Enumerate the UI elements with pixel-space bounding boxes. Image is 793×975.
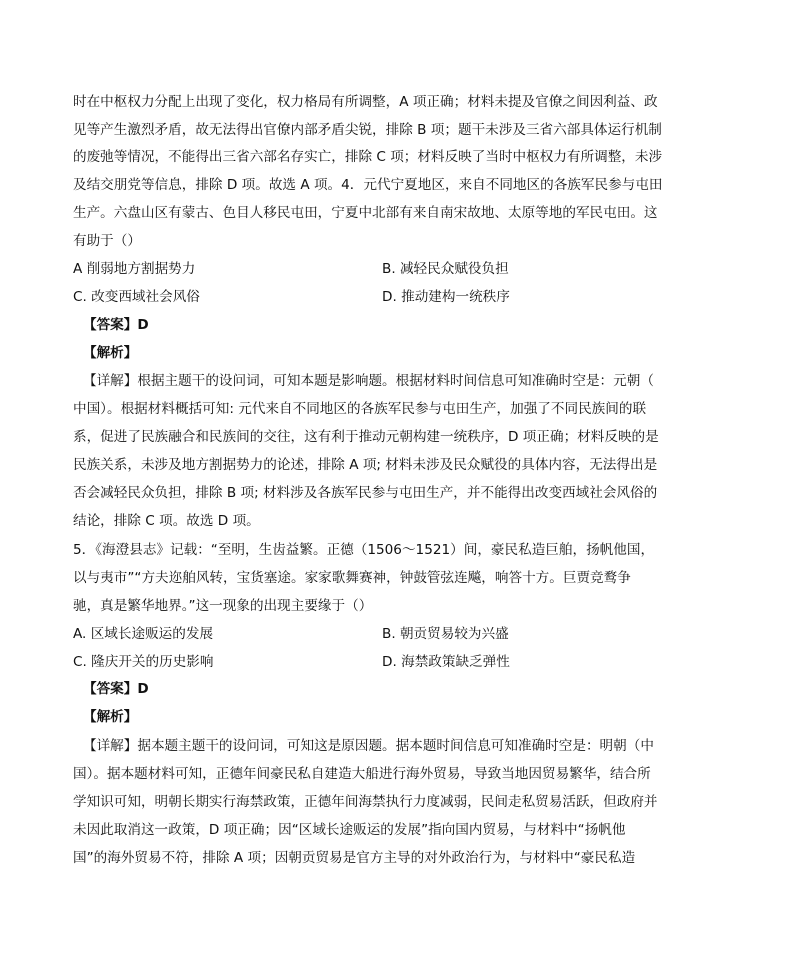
q5-stem-line: 以与夷市”“方夫迩舶风转，宝货塞途。家家歌舞赛神，钟鼓管弦连飚，响答十方。巨贾竞鹜争 [73, 570, 631, 586]
q4-text-line: 见等产生激烈矛盾，故无法得出官僚内部矛盾尖锐，排除 B 项；题干未涉及三省六部具体运行机制 [73, 122, 662, 138]
q4-detail-line: 民族关系，未涉及地方割据势力的论述，排除 A 项; 材料未涉及民众赋役的具体内容，无法得出是 [73, 457, 658, 473]
q5-detail-line: 【详解】据本题主题干的设问词，可知这是原因题。据本题时间信息可知准确时空是：明朝（中 [83, 738, 654, 754]
q4-option-c: C. 改变西域社会风俗 [73, 289, 200, 305]
q5-stem-line: 驰，真是繁华地界。”这一现象的出现主要缘于（） [73, 598, 373, 614]
q4-detail-line: 结论，排除 C 项。故选 D 项。 [73, 513, 260, 529]
q5-option-b: B. 朝贡贸易较为兴盛 [382, 626, 509, 642]
q4-detail-line: 否会减轻民众负担，排除 B 项; 材料涉及各族军民参与屯田生产，并不能得出改变西域社会风俗的 [73, 485, 658, 501]
q5-detail-line: 未因此取消这一政策，D 项正确；因“区域长途贩运的发展”指向国内贸易，与材料中“扬帆他 [73, 822, 626, 838]
q5-stem-line: 5．《海澄县志》记载：“至明，生齿益繁。正德（1506～1521）间，豪民私造巨舶，扬帆他国， [73, 542, 655, 558]
q4-option-d: D. 推动建构一统秩序 [382, 289, 510, 305]
q4-detail-line: 中国）。根据材料概括可知: 元代来自不同地区的各族军民参与屯田生产，加强了不同民族间的联 [73, 401, 647, 417]
q5-option-c: C. 隆庆开关的历史影响 [73, 654, 214, 670]
q5-answer: 【答案】D [83, 681, 149, 697]
q4-text-line: 有助于（） [73, 233, 141, 249]
q5-detail-line: 国”的海外贸易不符，排除 A 项；因朝贡贸易是官方主导的对外政治行为，与材料中“豪民私造 [73, 850, 636, 866]
q4-detail-line: 系，促进了民族融合和民族间的交往，这有利于推动元朝构建一统秩序，D 项正确；材料反映的是 [73, 429, 659, 445]
q4-option-b: B. 减轻民众赋役负担 [382, 261, 509, 277]
q4-text-line: 生产。六盘山区有蒙古、色目人移民屯田，宁夏中北部有来自南宋故地、太原等地的军民屯田。这 [73, 205, 658, 221]
q5-option-d: D. 海禁政策缺乏弹性 [382, 654, 510, 670]
q4-text-line: 及结交朋党等信息，排除 D 项。故选 A 项。4．元代宁夏地区，来自不同地区的各族军民参与屯田 [73, 177, 663, 193]
q5-detail-line: 国）。据本题材料可知，正德年间豪民私自建造大船进行海外贸易，导致当地因贸易繁华，结合所 [73, 766, 651, 782]
q4-answer: 【答案】D [83, 317, 149, 333]
q5-detail-line: 学知识可知，明朝长期实行海禁政策，正德年间海禁执行力度减弱，民间走私贸易活跃，但政府并 [73, 794, 658, 810]
q5-option-a: A. 区域长途贩运的发展 [73, 626, 214, 642]
q5-analysis-label: 【解析】 [83, 709, 138, 725]
q4-analysis-label: 【解析】 [83, 345, 138, 361]
q4-text-line: 时在中枢权力分配上出现了变化，权力格局有所调整，A 项正确；材料未提及官僚之间因利益、政 [73, 94, 658, 110]
q4-text-line: 的废弛等情况，不能得出三省六部名存实亡，排除 C 项；材料反映了当时中枢权力有所调整，未涉 [73, 149, 663, 165]
q4-detail-line: 【详解】根据主题干的设问词，可知本题是影响题。根据材料时间信息可知准确时空是：元朝（ [83, 373, 654, 389]
q4-option-a: A 削弱地方割据势力 [73, 261, 196, 277]
